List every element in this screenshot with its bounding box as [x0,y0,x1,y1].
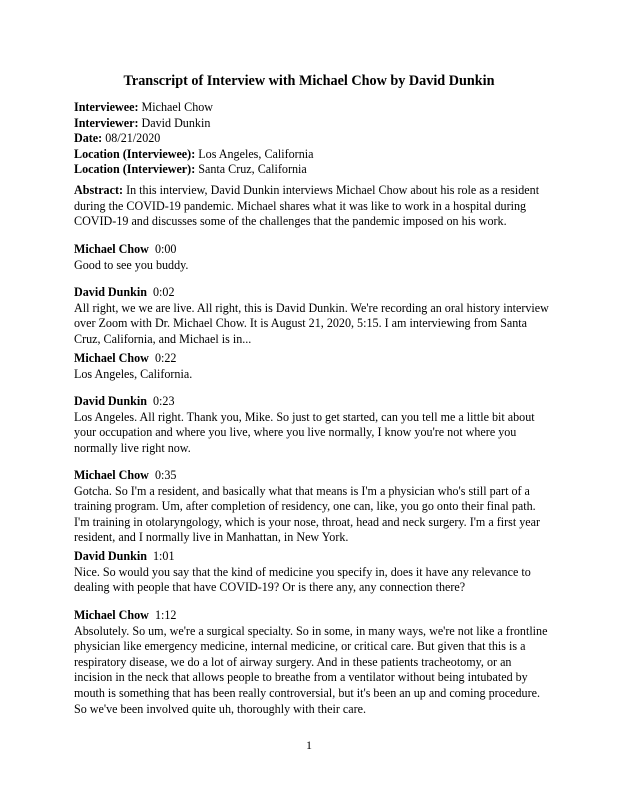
timestamp: 1:01 [152,549,175,563]
meta-value: 08/21/2020 [105,131,161,146]
meta-value: Michael Chow [141,100,214,114]
timestamp: 0:00 [154,242,177,256]
interview-metadata [74,100,554,178]
meta-label: Location (Interviewee): [74,146,196,161]
timestamp: 1:12 [154,608,177,622]
abstract-label: Abstract: [74,183,124,197]
abstract-text: In this interview, David Dunkin interviews Michael Chow about his role as a resident during the COVID-19 pandemic. Michael shares what it was like to work in a hospital during COVID-19 and discusses some of the challenges that the pandemic imposed on his work. [74,183,540,229]
timestamp: 0:22 [154,351,177,365]
transcript-entry [74,549,550,596]
transcript-entry [74,285,550,347]
meta-value: David Dunkin [141,115,211,130]
timestamp: 0:35 [154,468,177,482]
meta-interviewer [74,116,554,132]
utterance-text: All right, we we are live. All right, this is David Dunkin. We're recording an oral history interview over Zoom with Dr. Michael Chow. It is August 21, 2020, 5:15. I am interviewing from Santa Cruz, California, and Michael is in... [74,300,549,346]
speaker-name: Michael Chow [74,468,149,482]
meta-label: Date: [74,131,103,146]
meta-label: Location (Interviewer): [74,162,196,177]
meta-location-interviewer [74,162,554,178]
transcript-entry [74,608,550,717]
speaker-name: Michael Chow [74,351,149,365]
speaker-name: Michael Chow [74,242,149,256]
transcript-entry [74,242,550,273]
document-title: Transcript of Interview with Michael Chow by David Dunkin [123,73,495,89]
abstract [74,183,550,230]
utterance-text: Los Angeles. All right. Thank you, Mike. So just to get started, can you tell me a little bit about your occupation and where you live, where you live normally, I know you're not where you normally live right now. [74,409,535,455]
meta-location-interviewee [74,147,554,163]
utterance-text: Absolutely. So um, we're a surgical specialty. So in some, in many ways, we're not like a frontline physician like emergency medicine, internal medicine, or critical care. But given that this is a respiratory disease, we do a lot of airway surgery. And in these patients tracheotomy, or an incision in the neck that allows people to breathe from a ventilator without being intubated by mouth is something that has been really controversial, but it's been an up and coming procedure. So we've been involved quite uh, thoroughly with their care. [74,623,548,716]
timestamp: 0:23 [152,394,175,408]
meta-label: Interviewee: [74,100,139,114]
speaker-name: David Dunkin [74,549,147,563]
speaker-name: David Dunkin [74,394,147,408]
speaker-name: David Dunkin [74,285,147,299]
utterance-text: Nice. So would you say that the kind of medicine you specify in, does it have any relevance to dealing with people that have COVID-19? Or is there any, any connection there? [74,564,531,595]
transcript-entry [74,394,550,456]
transcript-entry [74,468,550,546]
utterance-text: Gotcha. So I'm a resident, and basically what that means is I'm a physician who's still part of a training program. Um, after completion of residency, one can, like, you go onto their final path. I'm training in otolaryngology, which is your nose, throat, head and neck surgery. I'm a first year resident, and I normally live in Manhattan, in New York. [74,483,541,545]
meta-date [74,131,554,147]
meta-value: Los Angeles, California [198,146,314,161]
meta-interviewee [74,100,554,116]
timestamp: 0:02 [152,285,175,299]
meta-value: Santa Cruz, California [198,162,307,177]
transcript-entry [74,351,550,382]
page-number: 1 [306,738,312,752]
speaker-name: Michael Chow [74,608,149,622]
meta-label: Interviewer: [74,115,139,130]
utterance-text: Los Angeles, California. [74,366,193,381]
utterance-text: Good to see you buddy. [74,257,189,272]
